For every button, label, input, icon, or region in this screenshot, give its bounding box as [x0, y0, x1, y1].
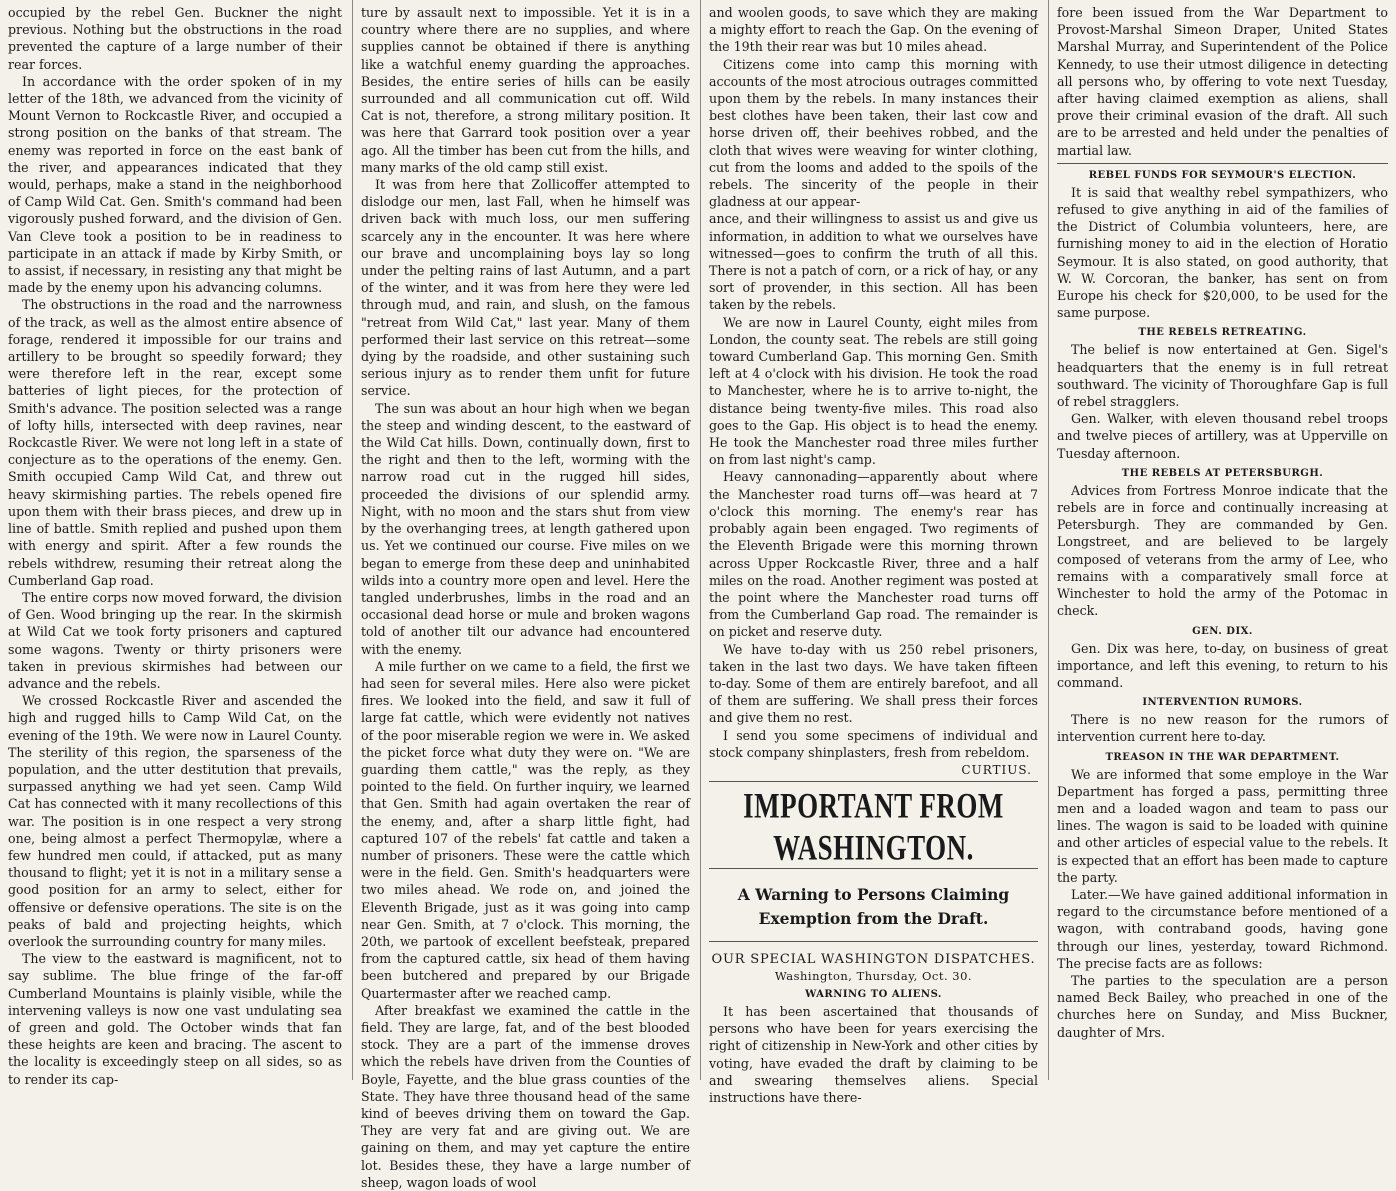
- subheading: TREASON IN THE WAR DEPARTMENT.: [1105, 751, 1340, 763]
- paragraph: The entire corps now moved forward, the division of Gen. Wood bringing up the rear. In the skirmish at Wild Cat we took forty prisoners and captured some wagons. Twenty or thirty prisoners were taken in previous skirmishes had between our advance and the rebels.: [8, 589, 342, 691]
- paragraph: We crossed Rockcastle River and ascended the high and rugged hills to Camp Wild Cat, on the evening of the 19th. We were now in Laurel County. The sterility of this region, the sparseness of the population, and the utter destitution that prevails, surpassed anything we had yet seen. Camp Wild Cat has connected with it many recollections of this war. The position is in one respect a very strong one, being almost a perfect Thermopylæ, where a few hundred men could, if attacked, put as many thousand to flight; yet it is not in a military sense a good position for an army to select, either for offensive or defensive operations. The site is on the peaks of bald and projecting heights, which overlook the surrounding country for many miles.: [8, 693, 342, 949]
- paragraph: We are informed that some employe in the War Department has forged a pass, permitting three men and a loaded wagon and team to pass our lines. The wagon is said to be loaded with quinine and other articles of especial value to the rebels. It is expected that an effort has been made to capture the party.: [1057, 766, 1388, 885]
- column-2: [352, 0, 698, 1190]
- paragraph: The belief is now entertained at Gen. Sigel's headquarters that the enemy is in full retreat southward. The vicinity of Thoroughfare Gap is full of rebel stragglers.: [1057, 342, 1388, 410]
- paragraph: ance, and their willingness to assist us and give us information, in addition to what we ourselves have witnessed—goes to confirm the truth of all this. There is not a patch of corn, or a rick of hay, or any sort of provender, in this section. All has been taken by the rebels.: [709, 211, 1038, 313]
- paragraph: It is said that wealthy rebel sympathizers, who refused to give anything in aid of the families of the District of Columbia volunteers, here, are furnishing money to aid in the election of Horatio Seymour. It is also stated, on good authority, that W. W. Corcoran, the banker, has sent on from Europe his check for $20,000, to be used for the same purpose.: [1057, 184, 1388, 321]
- paragraph: Heavy cannonading—apparently about where the Manchester road turns off—was heard at 7 o'clock this morning. The enemy's rear has probably again been engaged. Two regiments of the Eleventh Brigade were this morning thrown across Upper Rockcastle River, three and a half miles on the road. Another regiment was posted at the point where the Manchester road turns off from the Cumberland Gap road. The remainder is on picket and reserve duty.: [709, 469, 1038, 640]
- paragraph: Advices from Fortress Monroe indicate that the rebels are in force and continually increasing at Petersburgh. They are commanded by Gen. Longstreet, and are believed to be largely composed of veterans from the army of Lee, who remains with a comparatively small force at Winchester to hold the army of the Potomac in check.: [1057, 482, 1388, 619]
- column-1: [0, 0, 350, 1087]
- paragraph: and woolen goods, to save which they are making a mighty effort to reach the Gap. On the evening of the 19th their rear was but 10 miles ahead.: [709, 5, 1038, 55]
- paragraph: I send you some specimens of individual and stock company shinplasters, fresh from rebeldom.: [709, 727, 1038, 760]
- dateline: Washington, Thursday, Oct. 30.: [774, 968, 973, 983]
- paragraph: In accordance with the order spoken of in my letter of the 18th, we advanced from the vicinity of Mount Vernon to Rockcastle River, and occupied a strong position on the banks of that stream. The enemy was reported in force on the east bank of the river, and appearances indicated that they would, perhaps, make a stand in the neighborhood of Camp Wild Cat. Gen. Smith's command had been vigorously pushed forward, and the division of Gen. Van Cleve took a position to be in readiness to participate in an attack if made by Kirby Smith, or to assist, if necessary, in resisting any that might be made by the enemy upon his advancing columns.: [8, 73, 342, 296]
- paragraph: A mile further on we came to a field, the first we had seen for several miles. Here also were picket fires. We looked into the field, and saw it full of large fat cattle, which were evidently not natives of the poor miserable region we were in. We asked the picket force what duty they were on. "We are guarding them cattle," was the reply, as they pointed to the field. On further inquiry, we learned that Gen. Smith had again overtaken the rear of the enemy, and, after a sharp little fight, had captured 107 of the rebels' fat cattle and taken a number of prisoners. These were the cattle which were in the field. Gen. Smith's headquarters were two miles ahead. We rode on, and joined the Eleventh Brigade, just as it was going into camp near Gen. Smith, at 7 o'clock. This morning, the 20th, we partook of excellent beefsteak, prepared from the captured cattle, six head of them having been butchered and prepared by our Brigade Quartermaster after we reached camp.: [361, 658, 690, 1001]
- paragraph: The obstructions in the road and the narrowness of the track, as well as the almost entire absence of forage, rendered it impossible for our trains and artillery to be brought so speedily forward; they were therefore left in the rear, except some batteries of light pieces, for the protection of Smith's advance. The position selected was a range of lofty hills, intersected with deep ravines, near Rockcastle River. We were not long left in a state of conjecture as to the operations of the enemy. Gen. Smith occupied Camp Wild Cat, and threw out heavy skirmishing parties. The rebels opened fire upon them with their brass pieces, and drew up in line of battle. Smith replied and pushed upon them with energy and spirit. After a few rounds the rebels withdrew, resuming their retreat along the Cumberland Gap road.: [8, 297, 342, 588]
- paragraph: fore been issued from the War Department to Provost-Marshal Simeon Draper, United States Marshal Murray, and Superintendent of the Police Kennedy, to use their utmost diligence in detecting all persons who, by offering to vote next Tuesday, after having claimed exemption as aliens, shall prove their criminal evasion of the draft. All such are to be arrested and held under the penalties of martial law.: [1057, 5, 1388, 158]
- subheading: INTERVENTION RUMORS.: [1142, 697, 1303, 709]
- deck-headline: A Warning to Persons Claiming Exemption from the Draft.: [737, 884, 1010, 928]
- dispatch-heading: OUR SPECIAL WASHINGTON DISPATCHES.: [711, 951, 1036, 967]
- column-4: [1048, 0, 1396, 1080]
- paragraph: We are now in Laurel County, eight miles from London, the county seat. The rebels are still going toward Cumberland Gap. This morning Gen. Smith left at 4 o'clock with his division. He took the road to Manchester, where he is to arrive to-night, the distance being twenty-five miles. This road also goes to the Gap. His object is to head the enemy. He took the Manchester road three miles further on from last night's camp.: [709, 314, 1038, 468]
- subheading: WARNING TO ALIENS.: [805, 988, 942, 1000]
- paragraph: Citizens come into camp this morning with accounts of the most atrocious outrages committed upon them by the rebels. In many instances their best clothes have been taken, their last cow and horse driven off, their beehives robbed, and the cloth that wives were weaving for winter clothing, cut from the looms and added to the spoils of the rebels. The sincerity of the people in their gladness at our appear-: [709, 56, 1038, 210]
- divider: [709, 781, 1038, 782]
- paragraph: occupied by the rebel Gen. Buckner the night previous. Nothing but the obstructions in the road prevented the capture of a large number of their rear forces.: [8, 5, 342, 72]
- paragraph: Later.—We have gained additional information in regard to the circumstance before mentioned of a wagon, with contraband goods, having gone through our lines, yesterday, toward Richmond. The precise facts are as follows:: [1057, 886, 1388, 971]
- paragraph: The view to the eastward is magnificent, not to say sublime. The blue fringe of the far-off Cumberland Mountains is plainly visible, while the intervening valleys is now one vast undulating sea of green and gold. The October winds that fan these heights are keen and bracing. The ascent to the locality is exceedingly steep on all sides, so as to render its cap-: [8, 951, 342, 1087]
- paragraph: The parties to the speculation are a person named Beck Bailey, who preached in one of the churches here on Sunday, and Miss Buckner, daughter of Mrs.: [1057, 972, 1388, 1040]
- paragraph: It has been ascertained that thousands of persons who have been for years exercising the right of citizenship in New-York and other cities by voting, have evaded the draft by claiming to be and swearing themselves aliens. Special instructions have there-: [709, 1003, 1038, 1105]
- paragraph: There is no new reason for the rumors of intervention current here to-day.: [1057, 712, 1388, 745]
- headline: IMPORTANT FROM WASHINGTON.: [743, 785, 1004, 868]
- paragraph: The sun was about an hour high when we began the steep and winding descent, to the eastward of the Wild Cat hills. Down, continually down, first to the right and then to the left, worming with the narrow road cut in the rugged hill sides, proceeded the divisions of our splendid army. Night, with no moon and the stars shut from view by the overhanging trees, at length gathered upon us. Yet we continued our course. Five miles on we began to emerge from these deep and uninhabited wilds into a country more open and level. Here the tangled underbrushes, limbs in the road and an occasional dead horse or mule and broken wagons told of another tilt our advance had encountered with the enemy.: [361, 400, 690, 657]
- divider: [709, 941, 1038, 942]
- column-3: [700, 0, 1046, 1105]
- subheading: THE REBELS AT PETERSBURGH.: [1121, 467, 1324, 479]
- divider: [1057, 163, 1388, 164]
- paragraph: We have to-day with us 250 rebel prisoners, taken in the last two days. We have taken fifteen to-day. Some of them are entirely barefoot, and all of them are suffering. We shall press their forces and give them no rest.: [709, 641, 1038, 726]
- subheading: GEN. DIX.: [1192, 625, 1253, 637]
- paragraph: ture by assault next to impossible. Yet it is in a country where there are no supplies, and where supplies cannot be obtained if there is anything like a watchful enemy guarding the approaches. Besides, the entire series of hills can be easily surrounded and all communication cut off. Wild Cat is not, therefore, a strong military position. It was here that Garrard took position over a year ago. All the timber has been cut from the hills, and many marks of the old camp still exist.: [361, 5, 690, 175]
- subheading: REBEL FUNDS FOR SEYMOUR'S ELECTION.: [1088, 169, 1357, 181]
- subheading: THE REBELS RETREATING.: [1138, 327, 1307, 339]
- paragraph: After breakfast we examined the cattle in the field. They are large, fat, and of the best blooded stock. They are a part of the immense droves which the rebels have driven from the Counties of Boyle, Fayette, and the blue grass counties of the State. They have three thousand head of the same kind of beeves driving them on toward the Gap. They are very fat and are giving out. We are gaining on them, and may yet capture the entire lot. Besides these, they have a large number of sheep, wagon loads of wool: [361, 1002, 690, 1190]
- signature: CURTIUS.: [961, 762, 1032, 777]
- paragraph: It was from here that Zollicoffer attempted to dislodge our men, last Fall, when he himself was driven back with much loss, our men suffering scarcely any in the encounter. It was here where our brave and uncomplaining boys lay so long under the pelting rains of last Autumn, and a part of the winter, and it was from here they were led through mud, and rain, and slush, on the famous "retreat from Wild Cat," last year. Many of them performed their last service on this retreat—some dying by the roadside, and other sustaining such serious injury as to render them unfit for future service.: [361, 177, 690, 399]
- paragraph: Gen. Walker, with eleven thousand rebel troops and twelve pieces of artillery, was at Upperville on Tuesday afternoon.: [1057, 411, 1388, 461]
- paragraph: Gen. Dix was here, to-day, on business of great importance, and left this evening, to return to his command.: [1057, 640, 1388, 690]
